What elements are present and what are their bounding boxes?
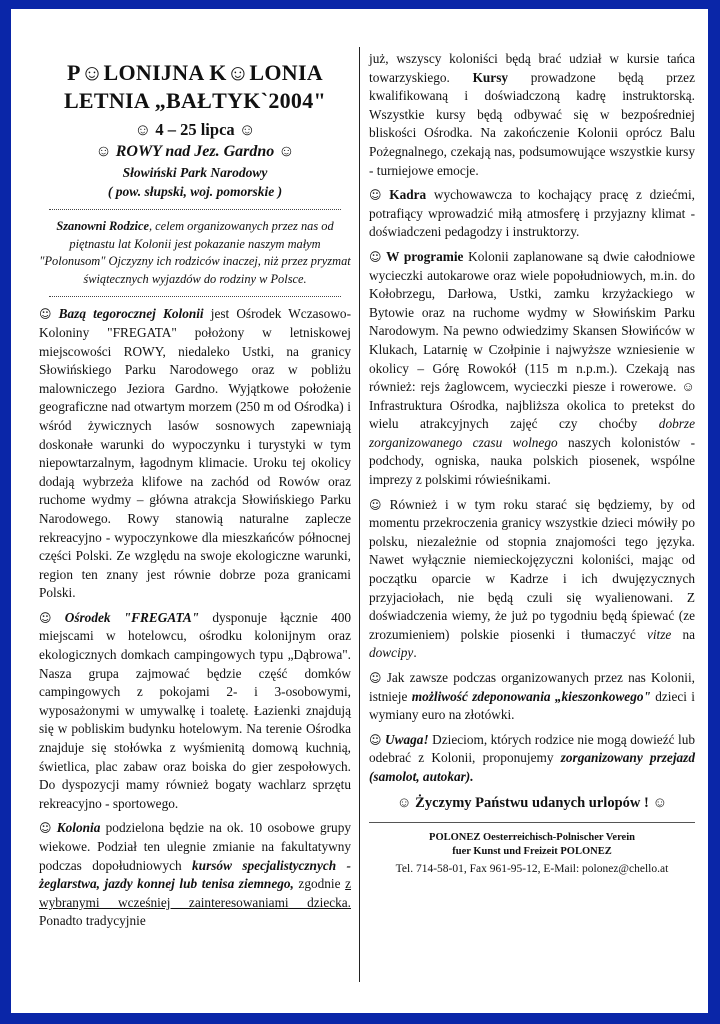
program-lead: W programie	[386, 248, 464, 264]
paragraph-center	[39, 609, 351, 814]
intro-paragraph	[39, 218, 351, 288]
pocket-text-1: Jak zawsze podczas organizowanych przez nas Kolonii, istnieje	[369, 670, 695, 704]
language-vitze: vitze	[646, 626, 672, 642]
program-free-time: dobrze zorganizowanego czasu wolnego	[369, 416, 695, 450]
base-lead: Bazą tegorocznej Kolonii	[58, 306, 204, 322]
left-column	[39, 50, 351, 937]
paragraph-groups	[39, 819, 351, 931]
program-text-1: Kolonii zaplanowane są dwie całodniowe wycieczki autokarowe oraz wiele popołudniowych, m.in. do Kołobrzegu, Darłowa, Ustki, zamku krzyżackiego w Bytowie oraz na ruchome wydmy w Słowińskim Parku Narodowym. Na pewno odwiedzimy Skansen Słowińców w Klukach, Latarnię w Czołpinie i najwyższe wzniesienie w okolicy – Górę Rowokół (115 m n.p.m.). Czekają nas również: rejs żaglowcem, wycieczki piesze i rowerowe. ☺ Infrastruktura Ośrodka, najbliższa okolica to pretekst do wielu atrakcyjnych zajęć czy choćby	[369, 248, 695, 432]
language-text-2: na	[671, 626, 696, 642]
flyer-content	[39, 50, 695, 987]
paragraph-language	[369, 496, 695, 663]
location: ☺ ROWY nad Jez. Gardno ☺	[95, 143, 295, 160]
center-lead: Ośrodek "FREGATA"	[64, 609, 200, 625]
org-name: POLONEZ Oesterreichisch-Polnischer Verein	[429, 831, 635, 843]
smiley-icon: ☺	[39, 610, 52, 625]
program-text-2: naszych kolonistów - podchody, ogniska, nauka polskich piosenek, wspólne imprezy z polskimi rówieśnikami.	[369, 434, 695, 488]
language-text-3: .	[413, 645, 417, 661]
attention-lead: Uwaga!	[385, 731, 429, 747]
smiley-icon: ☺	[369, 497, 382, 512]
groups-text-1: podzielona będzie na ok. 10 osobowe grupy wiekowe. Podział ten ulegnie zmianie na fakultatywny podczas dopołudniowych	[39, 820, 351, 873]
right-column	[369, 50, 695, 877]
title-line-2: LETNIA „BAŁTYK`2004"	[63, 88, 327, 113]
flyer-title	[39, 59, 351, 115]
contact-info: Tel. 714-58-01, Fax 961-95-12, E-Mail: polonez@chello.at	[395, 862, 669, 875]
base-text: jest Ośrodek Wczasowo-Koloniny "FREGATA" położony w letniskowej miejscowości ROWY, niedaleko Ustki, na granicy Słowińskiego Parku Narodowego oraz w pobliżu malowniczego Jeziora Gardno. Wyjątkowe położenie geograficzne nad otwartym morzem (250 m od Ośrodka) i wśród żywicznych lasów sosnowych zapewniają doskonałe warunki do wypoczynku i turystyki w tym niepowtarzalnym, łagodnym klimacie. Uroku tej okolicy dodają wybrzeża klifowe na zachód od Rowów oraz ruchome wydmy – główna atrakcja Słowińskiego Parku Narodowego. Rowy stanowią naturalne zaplecze rekreacyjno - wypoczynkowe dla mieszkańców północnej części Polski. Ze względu na swoje ekologiczne warunki, region ten znany jest równie dobrze poza granicami Polski.	[39, 306, 352, 601]
paragraph-staff	[369, 186, 695, 242]
groups-text-3: Ponadto tradycyjnie	[39, 913, 146, 929]
pocket-text-2: dzieci i wymiany euro na złotówki.	[369, 688, 695, 723]
paragraph-base	[39, 305, 351, 603]
smiley-icon: ☺	[369, 188, 382, 203]
staff-lead: Kadra	[389, 187, 427, 203]
smiley-icon: ☺	[39, 307, 52, 322]
smiley-icon: ☺	[369, 732, 382, 747]
paragraph-courses	[369, 50, 695, 180]
divider	[49, 296, 341, 297]
intro-lead: Szanowni Rodzice	[56, 219, 149, 233]
groups-text-2: zgodnie	[293, 876, 346, 892]
center-text: dysponuje łącznie 400 miejscami w hotelowcu, ośrodku kolonijnym oraz ekologicznych domkach campingowych typu „Dąbrowa". Nasza grupa zajmować będzie część domków campingowych z pokojami 2- i 3-osobowymi, wyposażonymi w umywalkę i toaletę. Łazienki znajdują się w pobliskim budynku hotelowym. Na terenie Ośrodka znajduje się stołówka z wyśmienitą domową kuchnią, świetlica, plac zabaw oraz boiska do gier zespołowych. Do dyspozycji mamy również bogaty wachlarz sprzętu rekreacyjno - sportowego.	[39, 609, 351, 811]
language-dowcipy: dowcipy	[369, 645, 414, 661]
column-divider	[359, 47, 360, 982]
smiley-icon: ☺	[39, 821, 52, 836]
footer-rule	[369, 822, 695, 823]
paragraph-pocket-money	[369, 669, 695, 725]
dates: ☺ 4 – 25 lipca ☺	[134, 120, 256, 139]
park-name: Słowiński Park Narodowy	[122, 165, 268, 180]
divider	[49, 209, 341, 210]
title-line-1: P☺LONIJNA K☺LONIA	[67, 60, 323, 85]
courses-lead: Kursy	[472, 69, 509, 85]
staff-text: wychowawcza to kochający pracę z dziećmi, potrafiący wprowadzić miłą atmosferę i przyjazny klimat - doświadczeni pedagodzy i instruktorzy.	[369, 187, 696, 240]
pocket-deposit: możliwość zdeponowania „kieszonkowego"	[411, 688, 651, 704]
org-subtitle: fuer Kunst und Freizeit POLONEZ	[452, 845, 612, 857]
language-text-1: Również i w tym roku starać się będziemy, by od momentu przekroczenia granicy wszystkie dzieci mówiły po polsku, niezależnie od stopnia znajomości tego języka. Nawet wyłącznie niemieckojęzyczni koloniści, mając od początku oparcie w Kadrze i ich dwujęzycznych przyjaciołach, nie będą czuli się wyalienowani. Z doświadczenia wiemy, że już po tygodniu będą śpiewać (ze zrozumieniem) polskie piosenki i tłumaczyć	[369, 496, 695, 642]
groups-underlined: z wybranymi wcześniej zainteresowaniami dziecka.	[39, 876, 351, 910]
attention-transport: zorganizowany przejazd (samolot, autokar).	[369, 750, 696, 784]
courses-text-2: prowadzone będą przez kwalifikowaną i doświadczoną kadrę instruktorską. Wszystkie kursy będą odbywać się w bezpośredniej bliskości Ośrodka. Na zakończenie Kolonii oprócz Balu Pożegnalnego, czekają nas, podsumowujące wszystkie kursy - turniejowe emocje.	[369, 69, 695, 178]
courses-text-1: już, wszyscy koloniści będą brać udział w kursie tańca towarzyskiego.	[369, 51, 695, 85]
intro-text: , celem organizowanych przez nas od piętnastu lat Kolonii jest pokazanie naszym małym "Polonusom" Ojczyzny ich rodziców inaczej, niż przez pryzmat świątecznych wyjazdów do rodziny w Polsce.	[39, 219, 351, 286]
smiley-icon: ☺	[369, 671, 382, 685]
closing-wish: ☺ Życzymy Państwu udanych urlopów ! ☺	[396, 794, 668, 811]
page-sheet	[11, 9, 708, 1013]
paragraph-program	[369, 248, 695, 490]
groups-lead: Kolonia	[56, 820, 101, 836]
attention-text: Dzieciom, których rodzice nie mogą dowieźć lub odebrać z Kolonii, proponujemy	[369, 731, 695, 766]
county: ( pow. słupski, woj. pomorskie )	[107, 184, 283, 199]
paragraph-attention	[369, 731, 695, 787]
groups-courses: kursów specjalistycznych - żeglarstwa, jazdy konnej lub tenisa ziemnego,	[39, 857, 351, 892]
smiley-icon: ☺	[369, 249, 382, 264]
